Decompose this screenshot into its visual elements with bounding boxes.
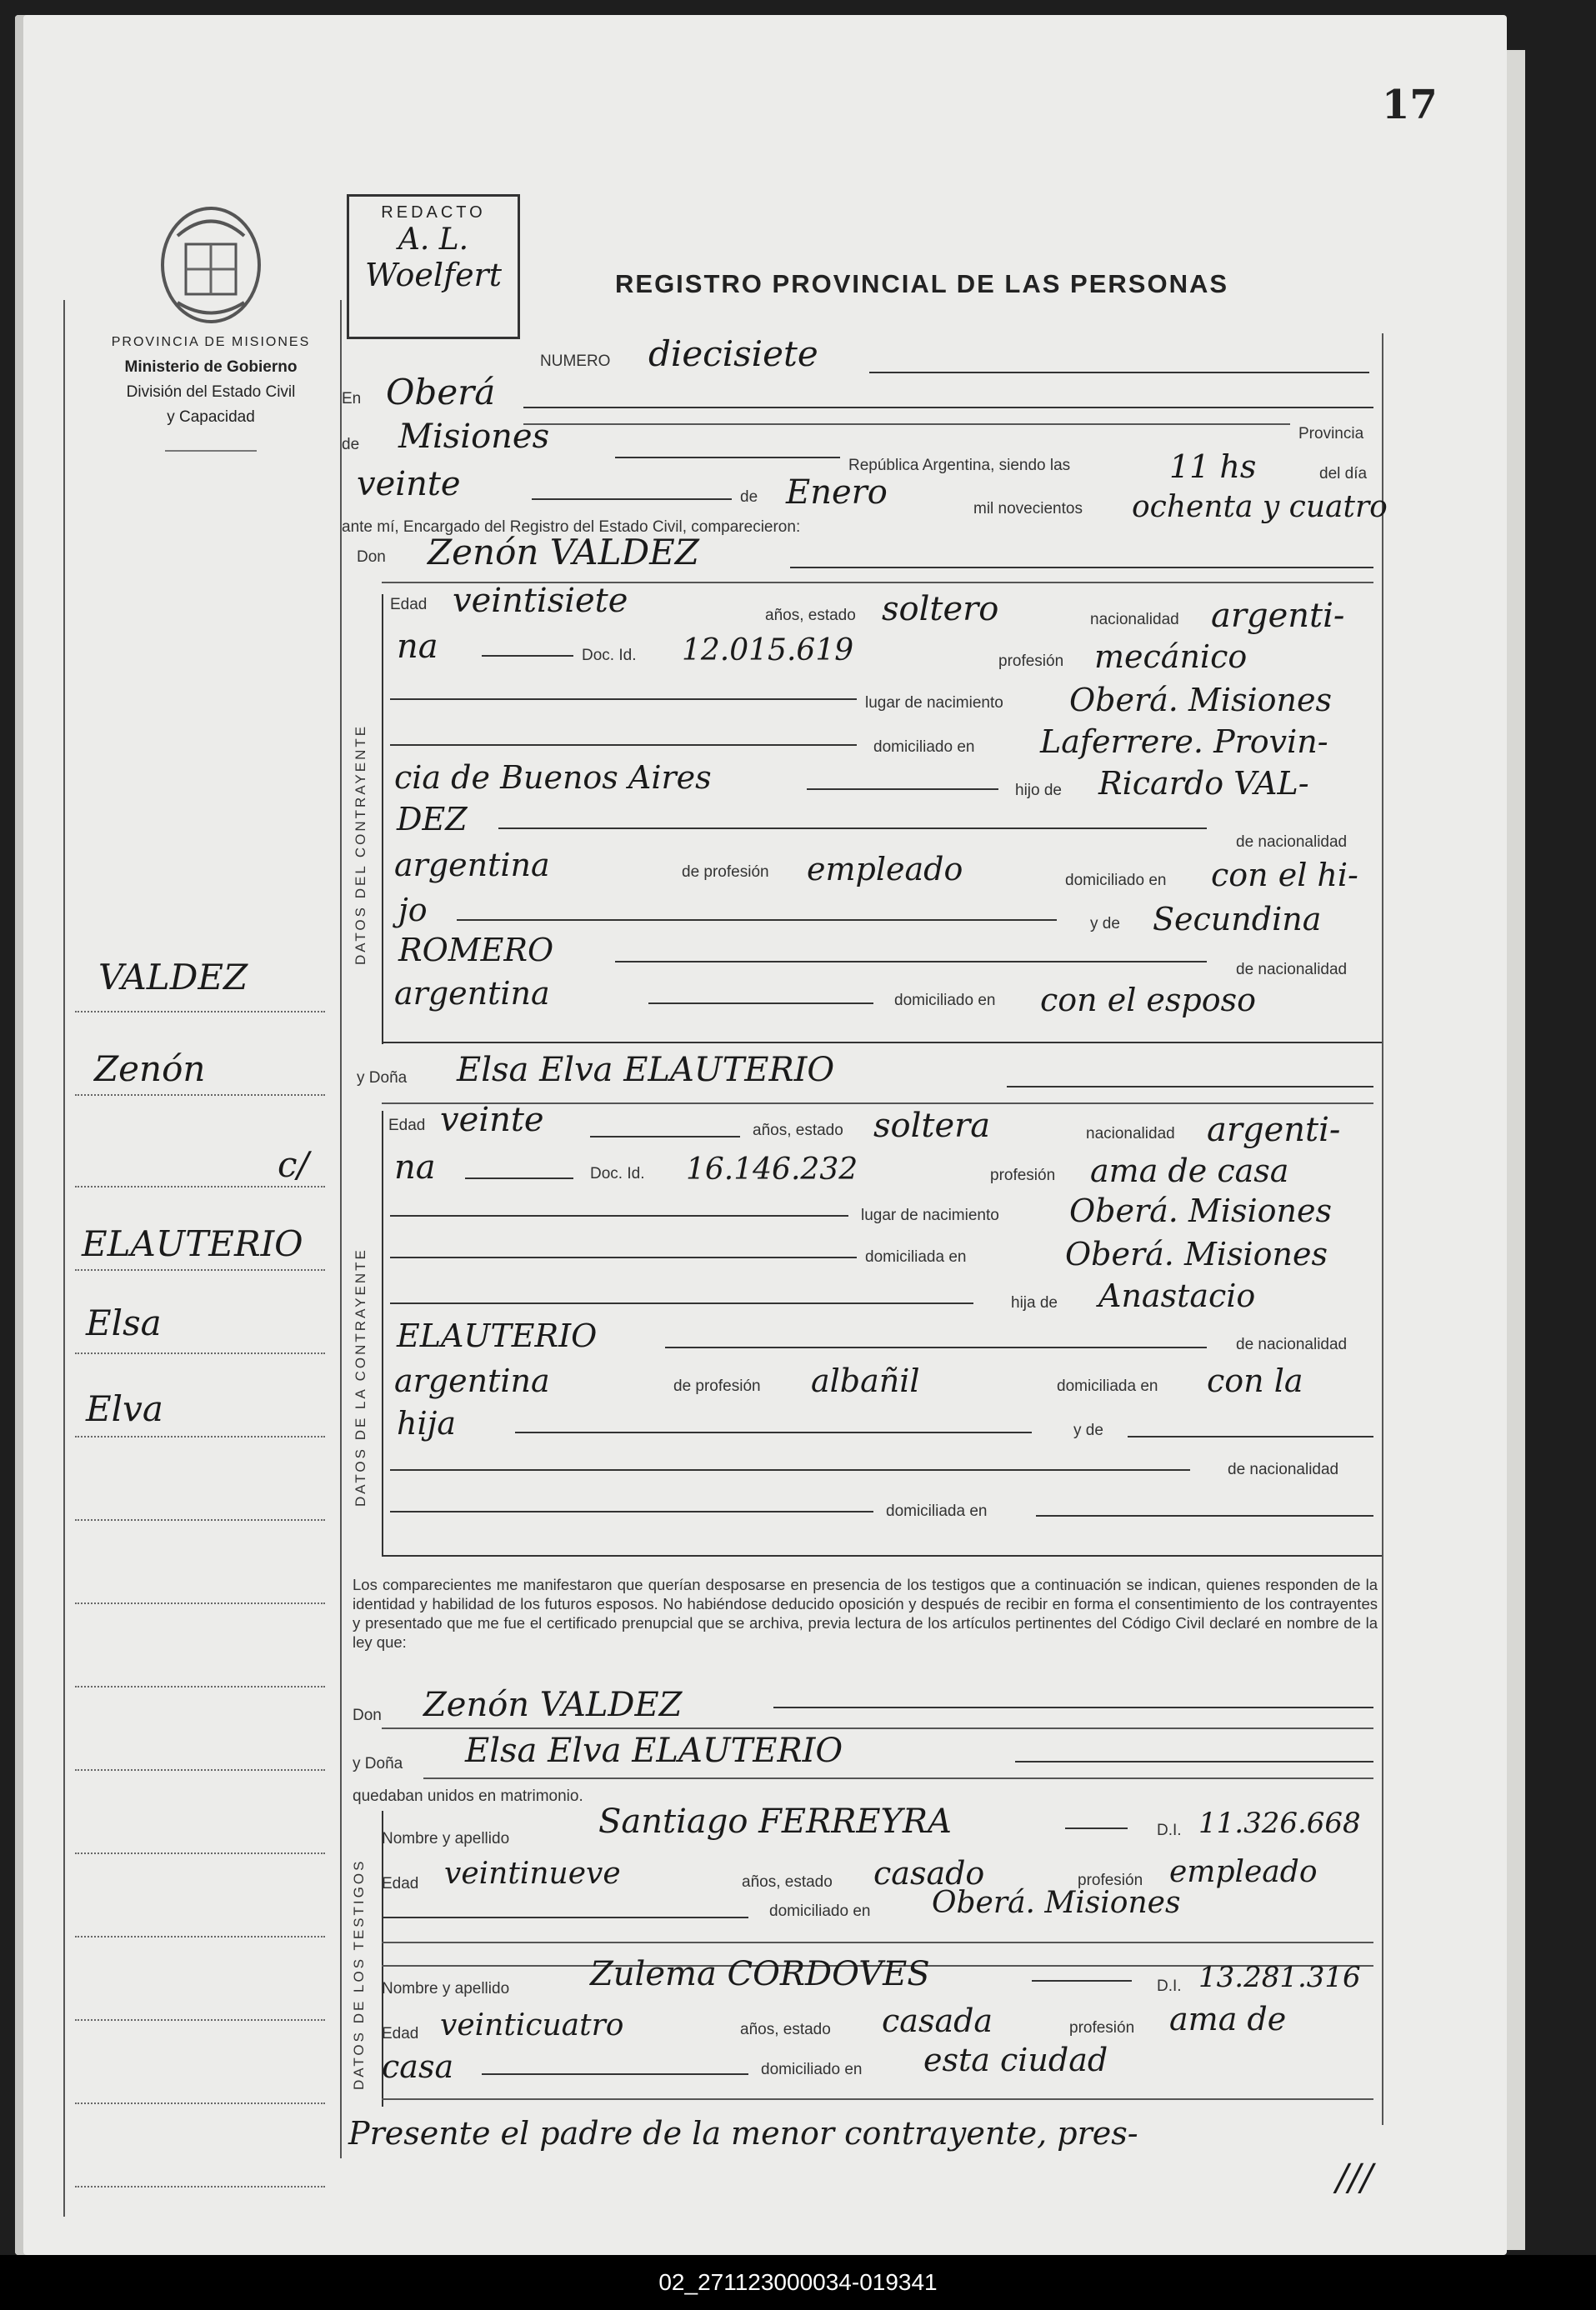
dona-label: y Doña	[357, 1069, 408, 1087]
del-dia-label: del día	[1319, 465, 1368, 482]
c2-padre-nac: argentina	[394, 1362, 550, 1399]
c-doc-label: Doc. Id.	[582, 647, 637, 664]
t1-dom: Oberá. Misiones	[932, 1886, 1181, 1920]
province-name: PROVINCIA DE MISIONES	[111, 335, 311, 349]
c-dom-a: Laferrere. Provin-	[1040, 723, 1328, 760]
t1-estado: casado	[873, 1855, 985, 1892]
c-padre-nac: argentina	[394, 847, 550, 883]
margin-name-groom: Zenón	[94, 1048, 206, 1089]
c-madre-dom-label: domiciliado en	[894, 992, 996, 1009]
document-page	[15, 15, 1507, 2255]
c2-anios-estado: años, estado	[753, 1122, 843, 1139]
c-prof-label: profesión	[998, 652, 1064, 670]
c2-nac-a: argenti-	[1207, 1111, 1341, 1149]
c2-estado: soltera	[873, 1107, 991, 1145]
c-nac-a: argenti-	[1211, 597, 1345, 635]
c-padre-prof: empleado	[807, 851, 963, 888]
c-hijo-label: hijo de	[1015, 782, 1062, 799]
decl-dona: Elsa Elva ELAUTERIO	[465, 1732, 843, 1770]
page-number: 17	[1382, 82, 1438, 128]
c-padre-a: Ricardo VAL-	[1098, 765, 1309, 802]
c2-doc: 16.146.232	[686, 1152, 858, 1187]
c2-y-de-label: y de	[1073, 1422, 1103, 1439]
c-prof: mecánico	[1094, 638, 1248, 675]
c-padre-b: DEZ	[397, 801, 468, 838]
t1-di: 11.326.668	[1198, 1807, 1361, 1840]
t1-nombre-label: Nombre y apellido	[382, 1830, 510, 1848]
c2-lugar-label: lugar de nacimiento	[861, 1207, 999, 1224]
c-anios-estado: años, estado	[765, 607, 856, 624]
t1-nombre: Santiago FERREYRA	[598, 1802, 952, 1841]
c-de-nac-label2: de nacionalidad	[1236, 961, 1348, 978]
t1-edad-label: Edad	[382, 1875, 419, 1892]
mil-label: mil novecientos	[973, 500, 1083, 518]
c2-padre-dom-label: domiciliada en	[1057, 1378, 1158, 1395]
en-label: En	[342, 390, 362, 408]
c2-nac-b: na	[394, 1148, 436, 1187]
contrayente-side-label: DATOS DEL CONTRAYENTE	[353, 723, 368, 965]
decl-unidos: quedaban unidos en matrimonio.	[353, 1788, 583, 1805]
c2-lugar: Oberá. Misiones	[1069, 1192, 1333, 1229]
c-de-prof-label: de profesión	[682, 863, 769, 881]
c-y-de-label: y de	[1090, 915, 1120, 932]
ante-text: ante mí, Encargado del Registro del Estado Civil, comparecieron:	[342, 518, 801, 536]
c-edad: veintisiete	[453, 582, 628, 620]
margin-surname-groom: VALDEZ	[98, 957, 248, 998]
dia-value: veinte	[357, 465, 461, 503]
c-madre-a: Secundina	[1153, 901, 1322, 938]
numero-value: diecisiete	[648, 333, 818, 374]
c-padre-dom-a: con el hi-	[1211, 857, 1358, 893]
c-nac-b: na	[397, 628, 438, 666]
decl-dona-label: y Doña	[353, 1755, 403, 1772]
stamp-line1: A. L.	[398, 222, 469, 257]
c2-doc-label: Doc. Id.	[590, 1165, 645, 1182]
dona-value: Elsa Elva ELAUTERIO	[457, 1051, 835, 1089]
t2-di: 13.281.316	[1198, 1961, 1361, 1994]
t2-edad-label: Edad	[382, 2025, 419, 2042]
c2-dom: Oberá. Misiones	[1065, 1236, 1328, 1272]
t2-anios-estado: años, estado	[740, 2021, 831, 2038]
t2-prof-a: ama de	[1169, 2001, 1287, 2038]
footer-note: Presente el padre de la menor contrayente, pres-	[348, 2115, 1138, 2152]
c-madre-dom: con el esposo	[1040, 982, 1257, 1018]
c2-padre-b: ELAUTERIO	[397, 1318, 598, 1354]
c-padre-dom-b: jo	[398, 892, 428, 928]
republica-text: República Argentina, siendo las	[848, 457, 1071, 474]
c2-edad: veinte	[440, 1101, 544, 1139]
c-lugar: Oberá. Misiones	[1069, 682, 1333, 718]
t1-dom-label: domiciliado en	[769, 1902, 871, 1920]
de-label: de	[342, 436, 360, 453]
coat-of-arms-seal	[153, 202, 269, 328]
ministry-header	[78, 330, 344, 430]
de2-label: de	[740, 488, 758, 506]
c2-prof: ama de casa	[1090, 1152, 1289, 1189]
decl-don-label: Don	[353, 1707, 382, 1724]
c-estado: soltero	[882, 590, 999, 628]
c-dom-label: domiciliado en	[873, 738, 975, 756]
stamp-title: REDACTO	[381, 203, 486, 222]
anio-value: ochenta y cuatro	[1132, 490, 1388, 524]
c-madre-b: ROMERO	[398, 932, 554, 968]
de-value: Misiones	[398, 418, 550, 456]
c2-dom-label2: domiciliada en	[886, 1502, 988, 1520]
don-label: Don	[357, 548, 386, 566]
c2-padre-dom-b: hija	[397, 1405, 457, 1442]
division-name: División del Estado Civil	[126, 383, 296, 401]
t1-anios-estado: años, estado	[742, 1873, 833, 1891]
testigos-side-label: DATOS DE LOS TESTIGOS	[351, 1858, 367, 2090]
t1-di-label: D.I.	[1157, 1822, 1182, 1839]
c2-padre-prof: albañil	[811, 1362, 920, 1399]
t2-nombre-label: Nombre y apellido	[382, 1980, 510, 1998]
t2-edad: veinticuatro	[440, 2008, 624, 2042]
c-madre-nac: argentina	[394, 975, 550, 1012]
c2-edad-label: Edad	[388, 1117, 426, 1134]
c2-padre-a: Anastacio	[1098, 1278, 1256, 1314]
mes-value: Enero	[786, 473, 888, 512]
don-value: Zenón VALDEZ	[428, 532, 699, 572]
c2-nac-label: nacionalidad	[1086, 1125, 1175, 1142]
en-value: Oberá	[386, 372, 496, 412]
c-de-nac-label: de nacionalidad	[1236, 833, 1348, 851]
contrayente2-side-label: DATOS DE LA CONTRAYENTE	[353, 1248, 368, 1507]
provincia-label: Provincia	[1298, 425, 1364, 442]
t2-dom-label: domiciliado en	[761, 2061, 863, 2078]
c2-de-nac-label2: de nacionalidad	[1228, 1461, 1339, 1478]
margin-surname-bride: ELAUTERIO	[82, 1223, 303, 1264]
page-edge	[1507, 50, 1525, 2250]
c-padre-dom-label: domiciliado en	[1065, 872, 1167, 889]
c-lugar-label: lugar de nacimiento	[865, 694, 1003, 712]
c2-de-nac-label: de nacionalidad	[1236, 1336, 1348, 1353]
margin-name-bride: Elsa	[86, 1302, 162, 1343]
c-doc: 12.015.619	[682, 633, 854, 668]
c2-prof-label: profesión	[990, 1167, 1056, 1184]
t2-nombre: Zulema CORDOVES	[590, 1955, 930, 1993]
decl-don: Zenón VALDEZ	[423, 1686, 683, 1724]
margin-connector: c/	[278, 1144, 309, 1185]
margin-name-bride-2: Elva	[86, 1388, 163, 1429]
t1-prof: empleado	[1169, 1855, 1318, 1889]
hora-value: 11 hs	[1169, 448, 1257, 485]
c-nac-label: nacionalidad	[1090, 611, 1179, 628]
c-edad-label: Edad	[390, 596, 428, 613]
image-id-bar: 02_271123000034-019341	[0, 2255, 1596, 2310]
c2-dom-label: domiciliada en	[865, 1248, 967, 1266]
footer-mark: ///	[1336, 2157, 1373, 2199]
redacto-stamp	[347, 194, 520, 339]
t1-prof-label: profesión	[1078, 1872, 1143, 1889]
c-dom-b: cia de Buenos Aires	[394, 759, 712, 796]
t2-estado: casada	[882, 2002, 993, 2039]
t2-prof-label: profesión	[1069, 2019, 1135, 2037]
t2-prof-b: casa	[382, 2048, 454, 2085]
division-name-2: y Capacidad	[167, 408, 255, 426]
c2-hija-label: hija de	[1011, 1294, 1058, 1312]
declaration-text: Los comparecientes me manifestaron que querían desposarse en presencia de los testigos que a continuación se indican, quienes responden de la identidad y habilidad de los futuros esposos. No habiéndose deducido oposición y después de recibir en forma el consentimiento de los contrayentes y presentado que me fue el certificado prenupcial que se archiva, previa lectura de los artículos pertinentes del Código Civil declaré en nombre de la ley que:	[353, 1576, 1378, 1651]
t1-edad: veintinueve	[444, 1857, 621, 1891]
registry-title: REGISTRO PROVINCIAL DE LAS PERSONAS	[615, 269, 1229, 298]
t2-dom: esta ciudad	[923, 2042, 1108, 2078]
c2-de-prof-label: de profesión	[673, 1378, 761, 1395]
t2-di-label: D.I.	[1157, 1978, 1182, 1995]
stamp-line2: Woelfert	[365, 257, 502, 293]
numero-label: NUMERO	[540, 352, 611, 370]
ministry-name: Ministerio de Gobierno	[124, 358, 298, 376]
c2-padre-dom-a: con la	[1207, 1362, 1303, 1399]
